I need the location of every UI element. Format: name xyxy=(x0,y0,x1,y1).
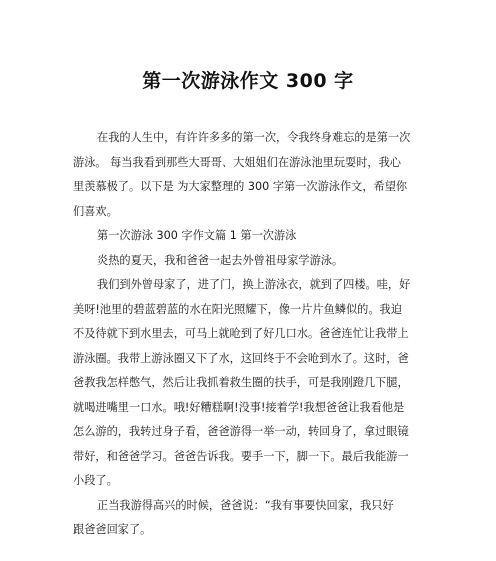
text-line: 爸教我怎样憋气，然后让我抓着救生圈的扶手，可是我刚蹬几下腿， xyxy=(73,376,409,389)
text-line: 里羡慕极了。以下是 为大家整理的 300 字第一次游泳作文，希望你 xyxy=(73,180,408,193)
text-line: 就喝进嘴里一口水。哦!好糟糕啊!没事!接着学!我想爸爸让我看他是 xyxy=(73,400,405,414)
text-line: 带好，和爸爸学习。爸爸告诉我。要手一下，脚一下。最后我能游一 xyxy=(73,449,409,463)
text-line: 美呀!池里的碧蓝碧蓝的水在阳光照耀下，像一片片鱼鳞似的。我迫 xyxy=(73,302,402,316)
text-line: 不及待就下到水里去，可马上就呛到了好几口水。爸爸连忙让我带上 xyxy=(73,327,409,340)
document-title: 第一次游泳作文 300 字 xyxy=(142,70,354,92)
text-line: 们喜欢。 xyxy=(73,204,118,218)
text-line: 第一次游泳 300 字作文篇 1 第一次游泳 xyxy=(97,229,297,242)
text-line: 怎么游的，我转过身子看，爸爸游得一举一动，转回身了，拿过眼镜 xyxy=(73,425,409,438)
text-line: 游泳圈。我带上游泳圈又下了水，这回终于不会呛到水了。这时，爸 xyxy=(73,351,409,365)
text-line: 炎热的夏天，我和爸爸一起去外曾祖母家学游泳。 xyxy=(97,253,344,267)
text-line: 在我的人生中，有许许多多的第一次，令我终身难忘的是第一次 xyxy=(97,131,411,144)
text-line: 跟爸爸回家了。 xyxy=(73,523,152,536)
text-line: 小段了。 xyxy=(73,474,118,487)
text-line: 我们到外曾母家了，进了门，换上游泳衣，就到了四楼。哇，好 xyxy=(97,278,411,291)
text-line: 正当我游得高兴的时候，爸爸说：“我有事要快回家，我只好 xyxy=(97,498,394,512)
document-body xyxy=(73,126,425,543)
text-line: 游泳。 每当我看到那些大哥哥、大姐姐们在游泳池里玩耍时，我心 xyxy=(73,155,401,169)
